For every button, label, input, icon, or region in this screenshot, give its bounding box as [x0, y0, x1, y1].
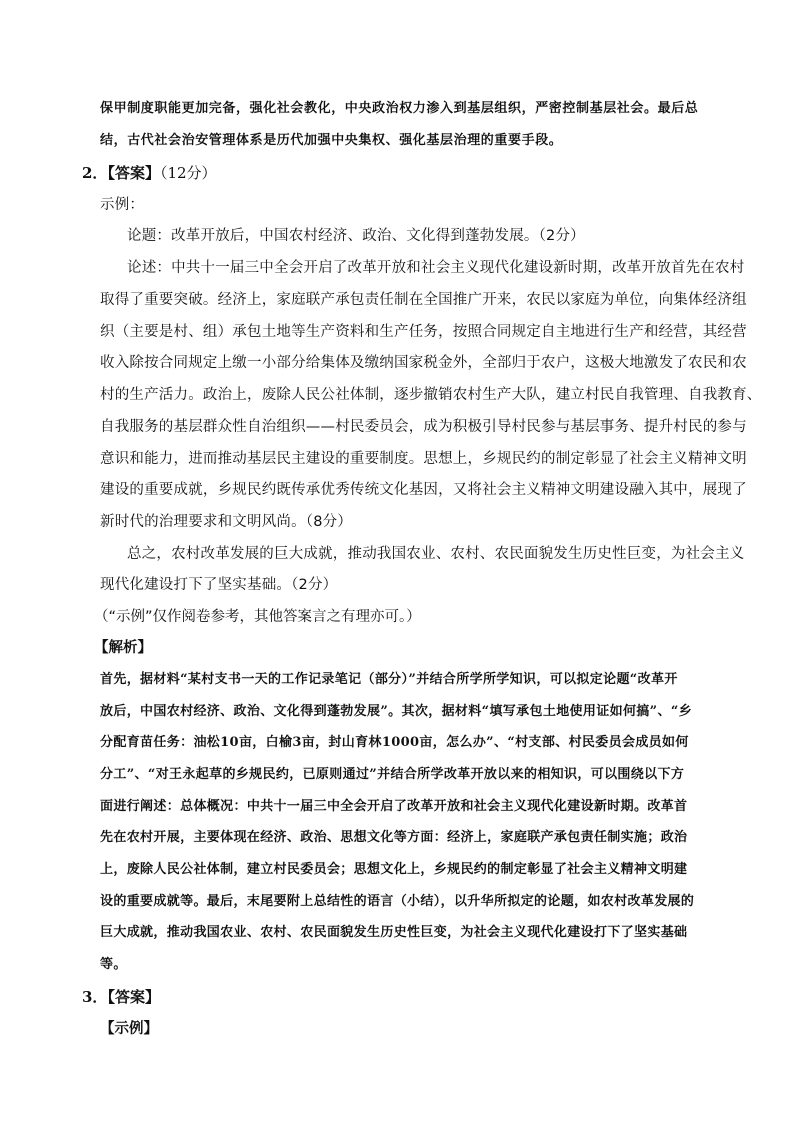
argument-line: 村的生产活力。政治上，废除人民公社体制，逐步撤销农村生产大队，建立村民自我管理、自我教育、 [100, 387, 762, 403]
analysis-line: 巨大成就，推动我国农业、农村、农民面貌发生历史性巨变，为社会主义现代化建设打下了坚实基础 [100, 925, 688, 940]
question-3-answer-label: 【答案】 [107, 988, 160, 1006]
analysis-heading: 【解析】 [94, 639, 152, 656]
analysis-line: 上，废除人民公社体制，建立村民委员会；思想文化上，乡规民约的制定彰显了社会主义精神文明建 [100, 862, 688, 877]
argument-line: 建设的重要成就，乡规民约既传承优秀传统文化基因，又将社会主义精神文明建设融入其中，展现了 [100, 482, 747, 498]
question-2-answer-label: 【答案】 [107, 164, 160, 182]
analysis-line: 分配育苗任务：油松10亩，白榆3亩，封山育林1000亩，怎么办”、“村支部、村民委员会成员如何 [100, 735, 689, 750]
argument-line: 自我服务的基层群众性自治组织——村民委员会，成为积极引导村民参与基层事务、提升村民的参与 [100, 419, 747, 435]
summary-line: 现代化建设打下了坚实基础。（2分） [100, 577, 338, 593]
intro-line-1: 保甲制度职能更加完备，强化社会教化，中央政治权力渗入到基层组织，严密控制基层社会。最后总 [100, 101, 699, 116]
argument-line: 新时代的治理要求和文明风尚。（8分） [100, 514, 353, 530]
argument-line: 织（主要是村、组）承包土地等生产资料和生产任务，按照合同规定自主地进行生产和经营，其经营 [100, 324, 747, 340]
question-3-number: 3． [82, 988, 108, 1006]
argument-line: 论述：中共十一届三中全会开启了改革开放和社会主义现代化建设新时期，改革开放首先在农村 [127, 260, 745, 276]
question-2-score: （12分） [159, 164, 217, 182]
analysis-line: 面进行阐述：总体概况：中共十一届三中全会开启了改革开放和社会主义现代化建设新时期。改革首 [100, 799, 688, 814]
analysis-line: 先在农村开展，主要体现在经济、政治、思想文化等方面：经济上，家庭联产承包责任制实施；政治 [100, 830, 688, 845]
analysis-line: 放后，中国农村经济、政治、文化得到蓬勃发展”。其次，据材料“填写承包土地使用证如何搞”、“乡 [100, 704, 693, 719]
summary-line: 总之，农村改革发展的巨大成就，推动我国农业、农村、农民面貌发生历史性巨变，为社会主义 [127, 546, 745, 562]
intro-line-2: 结，古代社会治安管理体系是历代加强中央集权、强化基层治理的重要手段。 [100, 133, 563, 148]
question-3-example-label: 【示例】 [100, 1020, 158, 1037]
argument-line: 意识和能力，进而推动基层民主建设的重要制度。思想上，乡规民约的制定彰显了社会主义精神文明 [100, 451, 747, 467]
grading-note: （“示例”仅作阅卷参考，其他答案言之有理亦可。） [94, 609, 421, 625]
analysis-line: 首先，据材料“某村支书一天的工作记录笔记（部分）”并结合所学所学知识，可以拟定论题“改革开 [100, 672, 678, 687]
question-3-header [82, 990, 160, 1005]
analysis-line: 等。 [100, 957, 127, 972]
analysis-line: 设的重要成就等。最后，末尾要附上总结性的语言（小结），以升华所拟定的论题，如农村改革发展的 [100, 894, 695, 909]
argument-line: 取得了重要突破。经济上，家庭联产承包责任制在全国推广开来，农民以家庭为单位，向集体经济组 [100, 292, 747, 308]
argument-line: 收入除按合同规定上缴一小部分给集体及缴纳国家税金外，全部归于农户，这极大地激发了农民和农 [100, 355, 747, 371]
thesis-text: 论题：改革开放后，中国农村经济、政治、文化得到蓬勃发展。（2分） [127, 228, 585, 244]
question-2-header [82, 166, 217, 181]
question-2-number: 2． [82, 164, 108, 182]
analysis-line: 分工”、“对王永起草的乡规民约，已原则通过”并结合所学改革开放以来的相知识，可以围绕以下方 [100, 767, 685, 782]
example-label: 示例： [100, 197, 145, 213]
